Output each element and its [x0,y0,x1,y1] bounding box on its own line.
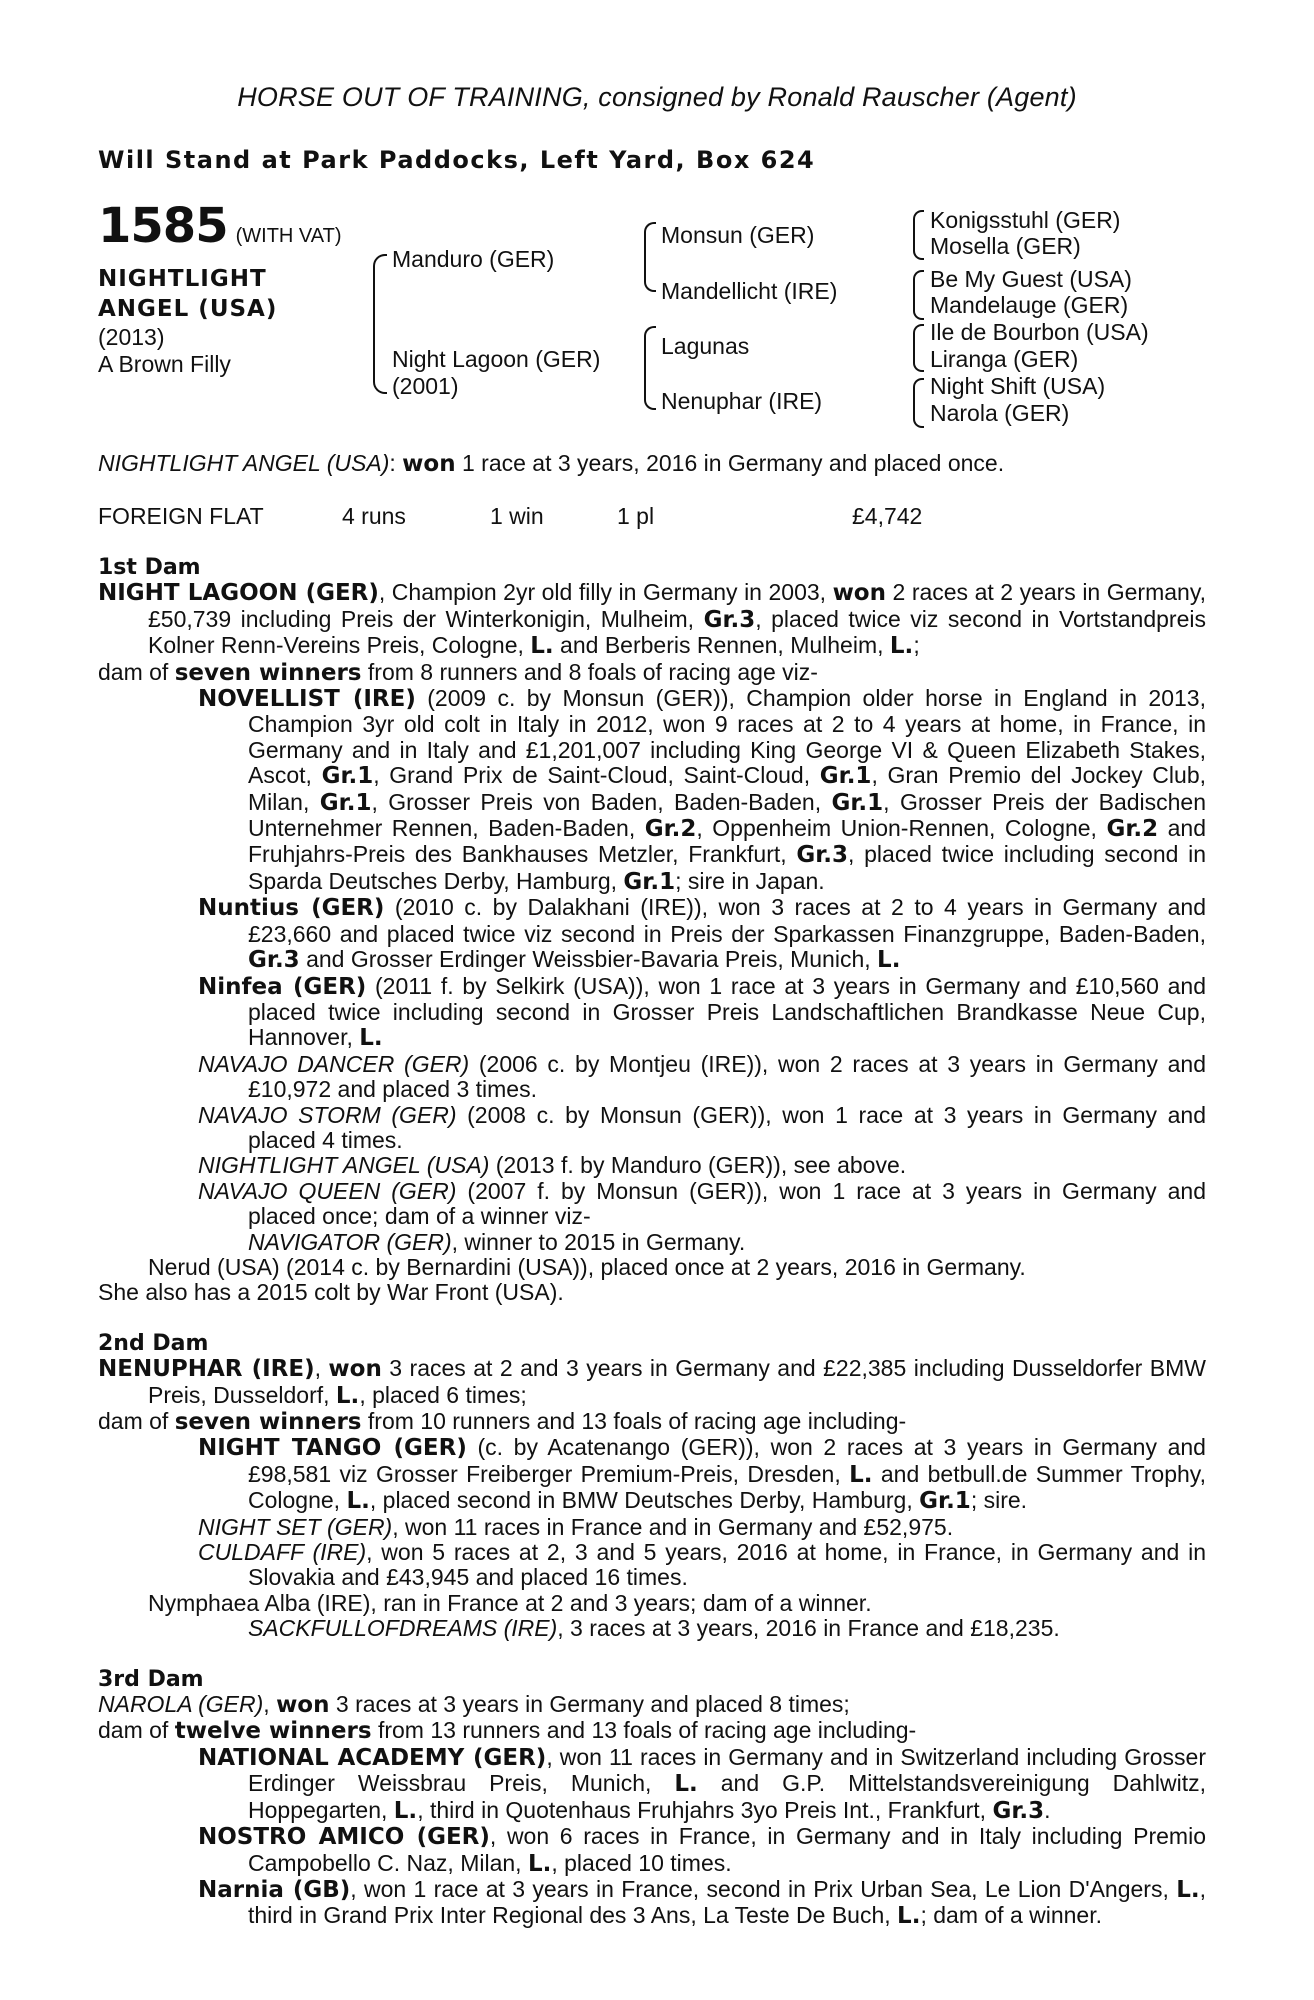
produce-navajo-storm: NAVAJO STORM (GER) (2008 c. by Monsun (GER)), won 1 race at 3 years in Germany and placed 4 times. [198,1101,1206,1153]
pedigree-ggp-3: Be My Guest (USA) [930,266,1132,292]
vat-label: (WITH VAT) [235,225,342,247]
stand-location: Will Stand at Park Paddocks, Left Yard, Box 624 [98,146,816,174]
horse-name-line1: NIGHTLIGHT [98,266,267,292]
second-dam-heading: 2nd Dam [98,1330,209,1356]
pedigree-dam-year: (2001) [392,373,459,399]
pedigree-brace-sire [644,222,656,292]
pedigree-brace-gg3 [913,324,924,372]
race-summary: NIGHTLIGHT ANGEL (USA): won 1 race at 3 years, 2016 in Germany and placed once. [98,450,1005,477]
produce-nymphaea-alba: Nymphaea Alba (IRE), ran in France at 2 and 3 years; dam of a winner. [148,1589,872,1616]
produce-ninfea: Ninfea (GER) (2011 f. by Selkirk (USA)), won 1 race at 3 years in Germany and £10,560 and placed twice including second in Grosser Preis Landschaftlichen Brandkasse Neue Cup, Hannover, L. [198,972,1206,1052]
pedigree-sire-dam: Mandellicht (IRE) [661,278,838,304]
third-dam-name: NAROLA (GER) [98,1691,264,1718]
record-placed: 1 pl [617,503,655,529]
produce-night-set: NIGHT SET (GER), won 11 races in France and in Germany and £52,975. [198,1513,954,1540]
produce-narnia: Narnia (GB), won 1 race at 3 years in France, second in Prix Urban Sea, Le Lion D'Angers, L., third in Grand Prix Inter Regional des 3 Ans, La Teste De Buch, L.; dam of a winner. [198,1875,1206,1930]
summary-horse-name: NIGHTLIGHT ANGEL (USA) [98,450,390,476]
first-dam-record: NIGHT LAGOON (GER), Champion 2yr old filly in Germany in 2003, won 2 races at 2 years in Germany, £50,739 including Preis der Winterkonigin, Mulheim, Gr.3, placed twice viz second in Vortstandpreis Kolner Renn-Vereins Preis, Cologne, L. and Berberis Rennen, Mulheim, L.; [98,579,1207,660]
pedigree-ggp-2: Mosella (GER) [930,233,1081,259]
third-dam-record: NAROLA (GER), won 3 races at 3 years in Germany and placed 8 times; [98,1691,850,1719]
pedigree-brace-main [373,254,387,394]
produce-novellist: NOVELLIST (IRE) (2009 c. by Monsun (GER)), Champion older horse in England in 2013, Champion 3yr old colt in Italy in 2012, won 9 races at 2 to 4 years at home, in France, in Germany and in Italy and £1,201,007 including King George VI & Queen Elizabeth Stakes, Ascot, Gr.1, Grand Prix de Saint-Cloud, Saint-Cloud, Gr.1, Gran Premio del Jockey Club, Milan, Gr.1, Grosser Preis von Baden, Baden-Baden, Gr.1, Grosser Preis der Badischen Unternehmer Rennen, Baden-Baden, Gr.2, Oppenheim Union-Rennen, Cologne, Gr.2 and Fruhjahrs-Preis des Bankhauses Metzler, Frankfurt, Gr.3, placed twice including second in Sparda Deutsches Derby, Hamburg, Gr.1; sire in Japan. [198,685,1207,895]
horse-year: (2013) [98,324,165,350]
pedigree-sire: Manduro (GER) [392,246,555,272]
third-dam-produce-summary: dam of twelve winners from 13 runners and 13 foals of racing age including- [98,1717,917,1745]
record-label: FOREIGN FLAT [98,503,264,529]
pedigree-dam-sire: Lagunas [661,333,750,359]
pedigree-brace-dam [644,326,656,410]
pedigree-ggp-5: Ile de Bourbon (USA) [930,319,1149,345]
pedigree-ggp-1: Konigsstuhl (GER) [930,207,1121,233]
produce-sackfullofdreams: SACKFULLOFDREAMS (IRE), 3 races at 3 years, 2016 in France and £18,235. [248,1615,1060,1642]
horse-description: A Brown Filly [98,351,231,377]
pedigree-brace-gg1 [913,210,924,260]
record-earnings: £4,742 [852,503,923,529]
pedigree-sire-sire: Monsun (GER) [661,222,815,248]
horse-meta [98,324,231,378]
dam-sections [98,555,1206,1930]
second-dam-name: NENUPHAR (IRE) [98,1356,315,1383]
summary-text: 1 race at 3 years, 2016 in Germany and placed once. [455,450,1005,476]
produce-navajo-dancer: NAVAJO DANCER (GER) (2006 c. by Montjeu (IRE)), won 2 races at 3 years in Germany and £10,972 and placed 3 times. [198,1050,1206,1103]
pedigree-dam: Night Lagoon (GER) [392,346,601,372]
consignor-line: HORSE OUT OF TRAINING, consigned by Ronald Rauscher (Agent) [237,82,1077,112]
horse-name-line2: ANGEL (USA) [98,296,278,322]
produce-nuntius: Nuntius (GER) (2010 c. by Dalakhani (IRE)), won 3 races at 2 to 4 years in Germany and £23,660 and placed twice viz second in Preis der Sparkassen Finanzgruppe, Baden-Baden, Gr.3 and Grosser Erdinger Weissbier-Bavaria Preis, Munich, L. [198,894,1206,974]
pedigree-ggp-8: Narola (GER) [930,400,1070,426]
produce-night-tango: NIGHT TANGO (GER) (c. by Acatenango (GER)), won 2 races at 3 years in Germany and £98,581 viz Grosser Freiberger Premium-Preis, Dresden, L. and betbull.de Summer Trophy, Cologne, L., placed second in BMW Deutsches Derby, Hamburg, Gr.1; sire. [198,1434,1206,1515]
record-wins: 1 win [490,503,544,529]
produce-nerud: Nerud (USA) (2014 c. by Bernardini (USA)), placed once at 2 years, 2016 in Germany. [148,1253,1026,1280]
lot-number: 1585 [98,198,228,254]
produce-2015-colt: She also has a 2015 colt by War Front (USA). [98,1279,564,1306]
produce-culdaff: CULDAFF (IRE), won 5 races at 2, 3 and 5 years, 2016 at home, in France, in Germany and in Slovakia and £43,945 and placed 16 times. [198,1539,1206,1591]
second-dam-produce-summary: dam of seven winners from 10 runners and 13 foals of racing age including- [98,1408,907,1435]
record-runs: 4 runs [342,503,406,529]
produce-nostro-amico: NOSTRO AMICO (GER), won 6 races in France, in Germany and in Italy including Premio Campobello C. Naz, Milan, L., placed 10 times. [198,1823,1206,1877]
third-dam-heading: 3rd Dam [98,1666,204,1692]
pedigree-brace-gg4 [913,378,924,428]
summary-won: won [402,451,456,477]
lot-number-line [98,198,342,254]
pedigree-ggp-4: Mandelauge (GER) [930,292,1129,318]
pedigree-brace-gg2 [913,270,924,320]
produce-navajo-queen: NAVAJO QUEEN (GER) (2007 f. by Monsun (GER)), won 1 race at 3 years in Germany and placed once; dam of a winner viz- [198,1177,1206,1230]
pedigree-dam-dam: Nenuphar (IRE) [661,388,823,414]
second-dam-record: NENUPHAR (IRE), won 3 races at 2 and 3 years in Germany and £22,385 including Dusseldorfer BMW Preis, Dusseldorf, L., placed 6 times; [98,1355,1206,1409]
horse-name [98,264,277,324]
produce-nightlight-angel: NIGHTLIGHT ANGEL (USA) (2013 f. by Manduro (GER)), see above. [198,1152,907,1179]
first-dam-produce-summary: dam of seven winners from 8 runners and 8 foals of racing age viz- [98,658,818,686]
produce-navigator: NAVIGATOR (GER), winner to 2015 in Germany. [248,1228,746,1255]
produce-national-academy: NATIONAL ACADEMY (GER), won 11 races in Germany and in Switzerland including Grosser Erdinger Weissbrau Preis, Munich, L. and G.P. Mittelstandsvereinigung Dahlwitz, Hoppegarten, L., third in Quotenhaus Fruhjahrs 3yo Preis Int., Frankfurt, Gr.3. [198,1743,1207,1824]
first-dam-heading: 1st Dam [98,555,201,580]
pedigree-ggp-6: Liranga (GER) [930,346,1079,372]
pedigree-ggp-7: Night Shift (USA) [930,373,1106,399]
first-dam-name: NIGHT LAGOON (GER) [98,580,379,607]
